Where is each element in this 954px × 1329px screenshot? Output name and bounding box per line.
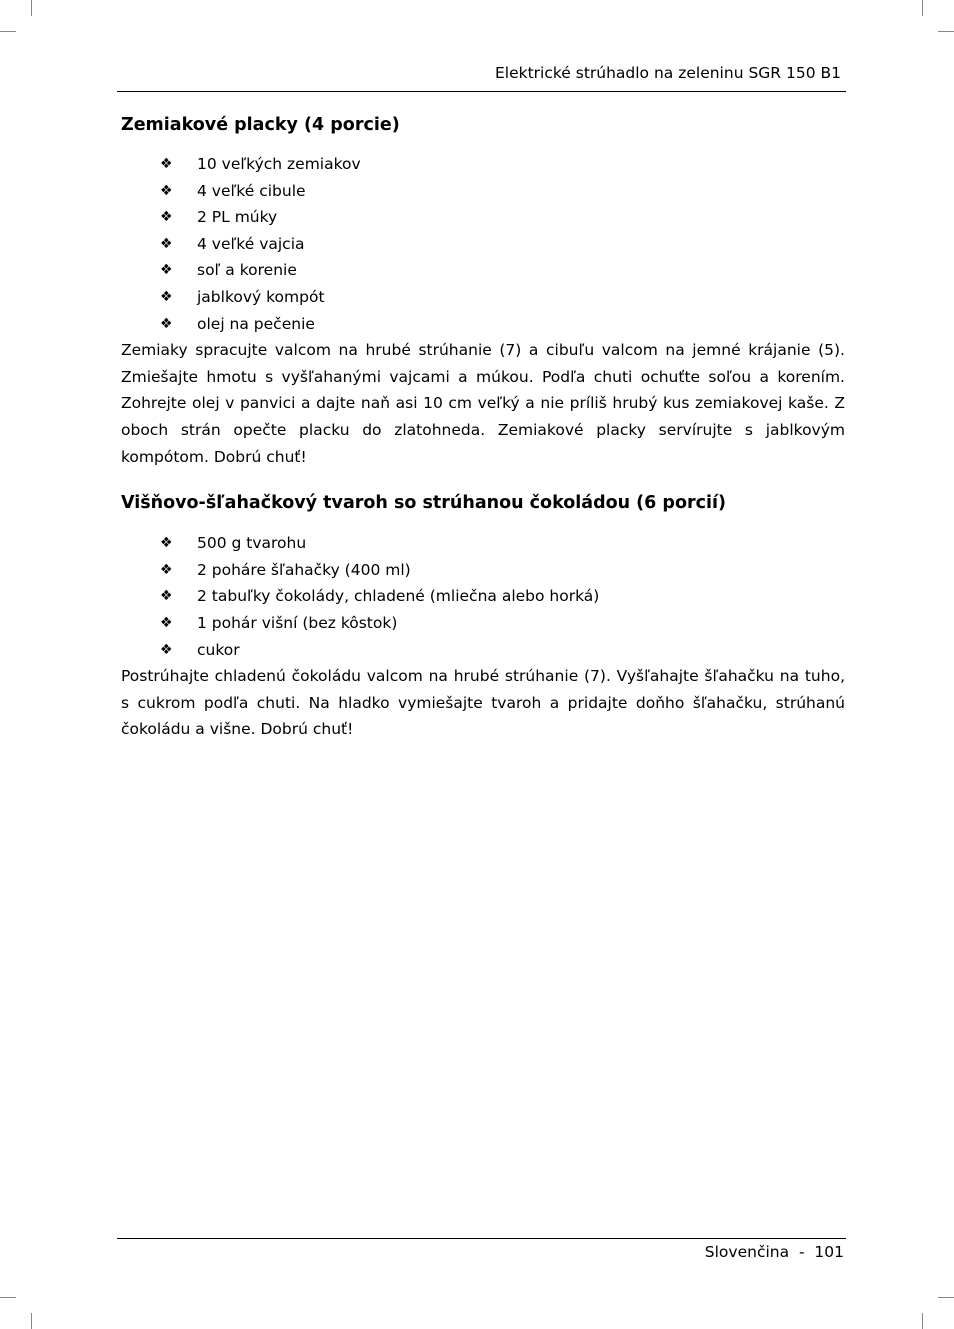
list-item: ❖ 2 tabuľky čokolády, chladené (mliečna alebo horká) bbox=[121, 583, 845, 610]
recipe-instructions: Zemiaky spracujte valcom na hrubé strúhanie (7) a cibuľu valcom na jemné krájanie (5). Zmiešajte hmotu s vyšľahanými vajcami a múkou. Podľa chuti ochuťte soľou a korením. Zohrejte olej v panvici a dajte naň asi 10 cm veľký a nie príliš hrubý kus zemiakovej kaše. Z oboch strán opečte placku do zlatohneda. Zemiakové placky servírujte s jablkovým kompótom. Dobrú chuť! bbox=[121, 341, 845, 466]
page-number: 101 bbox=[814, 1243, 844, 1261]
diamond-bullet-icon: ❖ bbox=[160, 209, 173, 226]
diamond-bullet-icon: ❖ bbox=[160, 288, 173, 305]
list-item: ❖ 2 poháre šľahačky (400 ml) bbox=[121, 557, 845, 584]
list-item: ❖ soľ a korenie bbox=[121, 257, 845, 284]
diamond-bullet-icon: ❖ bbox=[160, 235, 173, 252]
list-item: ❖ cukor bbox=[121, 637, 845, 664]
diamond-bullet-icon: ❖ bbox=[160, 262, 173, 279]
crop-mark bbox=[922, 0, 923, 16]
ingredient-list bbox=[121, 151, 845, 337]
diamond-bullet-icon: ❖ bbox=[160, 535, 173, 552]
recipe-potato-pancakes bbox=[121, 112, 845, 470]
list-item: ❖ 4 veľké vajcia bbox=[121, 231, 845, 258]
crop-mark bbox=[0, 31, 16, 32]
diamond-bullet-icon: ❖ bbox=[160, 182, 173, 199]
page-footer bbox=[705, 1243, 844, 1261]
list-item: ❖ 1 pohár višní (bez kôstok) bbox=[121, 610, 845, 637]
recipe-cherry-cream-curd bbox=[121, 490, 845, 743]
list-item: ❖ 4 veľké cibule bbox=[121, 178, 845, 205]
diamond-bullet-icon: ❖ bbox=[160, 561, 173, 578]
diamond-bullet-icon: ❖ bbox=[160, 614, 173, 631]
list-item: ❖ jablkový kompót bbox=[121, 284, 845, 311]
ingredient-list bbox=[121, 530, 845, 663]
page-content bbox=[121, 112, 845, 743]
diamond-bullet-icon: ❖ bbox=[160, 641, 173, 658]
crop-mark bbox=[922, 1313, 923, 1329]
running-header: Elektrické strúhadlo na zeleninu SGR 150 B1 bbox=[494, 64, 841, 82]
recipe-title: Zemiakové placky (4 porcie) bbox=[121, 115, 400, 135]
crop-mark bbox=[0, 1297, 16, 1298]
crop-mark bbox=[31, 0, 32, 16]
crop-mark bbox=[31, 1313, 32, 1329]
diamond-bullet-icon: ❖ bbox=[160, 588, 173, 605]
recipe-title: Višňovo-šľahačkový tvaroh so strúhanou čokoládou (6 porcií) bbox=[121, 493, 726, 514]
list-item: ❖ olej na pečenie bbox=[121, 311, 845, 338]
diamond-bullet-icon: ❖ bbox=[160, 315, 173, 332]
footer-separator: - bbox=[798, 1243, 805, 1261]
recipe-instructions: Postrúhajte chladenú čokoládu valcom na hrubé strúhanie (7). Vyšľahajte šľahačku na tuho, s cukrom podľa chuti. Na hladko vymiešajte tvaroh a pridajte doňho šľahačku, strúhanú čokoládu a višne. Dobrú chuť! bbox=[121, 667, 845, 739]
diamond-bullet-icon: ❖ bbox=[160, 156, 173, 172]
footer-language: Slovenčina bbox=[704, 1243, 790, 1261]
crop-mark bbox=[938, 31, 954, 32]
list-item: ❖ 500 g tvarohu bbox=[121, 530, 845, 557]
list-item: ❖ 10 veľkých zemiakov bbox=[121, 151, 845, 178]
list-item: ❖ 2 PL múky bbox=[121, 204, 845, 231]
footer-rule bbox=[117, 1238, 846, 1239]
crop-mark bbox=[938, 1297, 954, 1298]
header-rule bbox=[117, 91, 846, 92]
